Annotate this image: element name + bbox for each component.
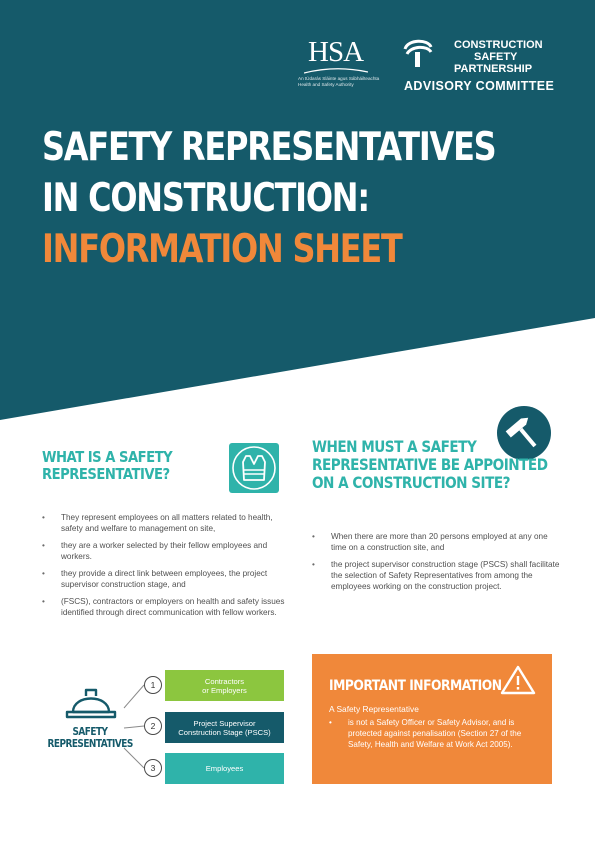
diagram-node-number: 1 [144, 676, 162, 694]
diagram-box-line: or Employers [202, 685, 247, 695]
diagram-box-line: Contractors [204, 676, 245, 686]
list-item: • they are a worker selected by their fellow employees and workers. [42, 540, 292, 562]
diagram-node-number: 3 [144, 759, 162, 777]
title-line-1: SAFETY REPRESENTATIVES [42, 125, 496, 170]
cspac-line-1: CONSTRUCTION [454, 39, 543, 51]
diagram-node-number: 2 [144, 717, 162, 735]
partnership-swirl-icon [402, 37, 434, 69]
section-when-heading-line-1: WHEN MUST A SAFETY [312, 437, 477, 456]
warning-icon [500, 664, 536, 696]
hard-hat-icon [65, 682, 117, 722]
list-item: • When there are more than 20 persons employed at any one time on a construction site, and [312, 531, 562, 553]
hsa-logo [290, 34, 382, 104]
page-title [42, 122, 496, 275]
diagram-box-employees [165, 753, 284, 784]
hsa-logo-mark: HSA [308, 36, 364, 68]
section-when-heading-line-2: REPRESENTATIVE BE APPOINTED [312, 455, 548, 474]
important-information-panel [312, 654, 552, 784]
diagram-box-pscs [165, 712, 284, 743]
section-when-heading [312, 438, 547, 492]
list-item: • the project supervisor construction stage (PSCS) shall facilitate the selection of Safety Representatives from among the employees working on the construction project. [312, 559, 562, 592]
important-title: IMPORTANT INFORMATION [329, 678, 502, 694]
cspac-line-2: SAFETY [474, 51, 518, 63]
diagram-label-line-1: SAFETY [72, 726, 108, 738]
section-what-list [42, 512, 292, 624]
cspac-line-3: PARTNERSHIP [454, 63, 533, 75]
diagram-box-contractors [165, 670, 284, 701]
hsa-tagline: An tÚdarás Sláinte agus Sábháilteachta Health and Safety Authority [298, 76, 380, 87]
cspac-line-4: ADVISORY COMMITTEE [404, 79, 555, 93]
diagram-box-line: Employees [205, 764, 244, 773]
hsa-swoosh-icon [304, 68, 368, 74]
logo-bar [290, 34, 570, 104]
list-item: • they provide a direct link between employees, the project supervisor construction stage, and [42, 568, 292, 590]
diagram-label [48, 726, 133, 750]
important-subtitle: A Safety Representative [329, 704, 419, 714]
representatives-diagram [40, 664, 290, 794]
diagram-label-line-2: REPRESENTATIVES [47, 738, 133, 750]
diagram-box-line: Construction Stage (PSCS) [178, 727, 271, 737]
section-when-heading-line-3: ON A CONSTRUCTION SITE? [312, 473, 511, 492]
section-when-list [312, 531, 562, 598]
list-item: • (FSCS), contractors or employers on health and safety issues identified through direct communication with fellow workers. [42, 596, 292, 618]
important-list [329, 717, 543, 750]
cspac-logo [402, 37, 570, 97]
diagram-box-line: Project Supervisor [193, 718, 256, 728]
title-line-2: IN CONSTRUCTION: [42, 176, 369, 221]
list-item: • is not a Safety Officer or Safety Advisor, and is protected against penalisation (Section 27 of the Safety, Health and Welfare at Work Act 2005). [329, 717, 543, 750]
title-line-3: INFORMATION SHEET [42, 227, 402, 272]
section-what-heading-line-2: REPRESENTATIVE? [42, 465, 170, 483]
list-item: • They represent employees on all matters related to health, safety and welfare to management on site, [42, 512, 292, 534]
section-what-heading [42, 449, 172, 483]
section-what-heading-line-1: WHAT IS A SAFETY [42, 448, 173, 466]
safety-vest-icon [229, 443, 279, 493]
